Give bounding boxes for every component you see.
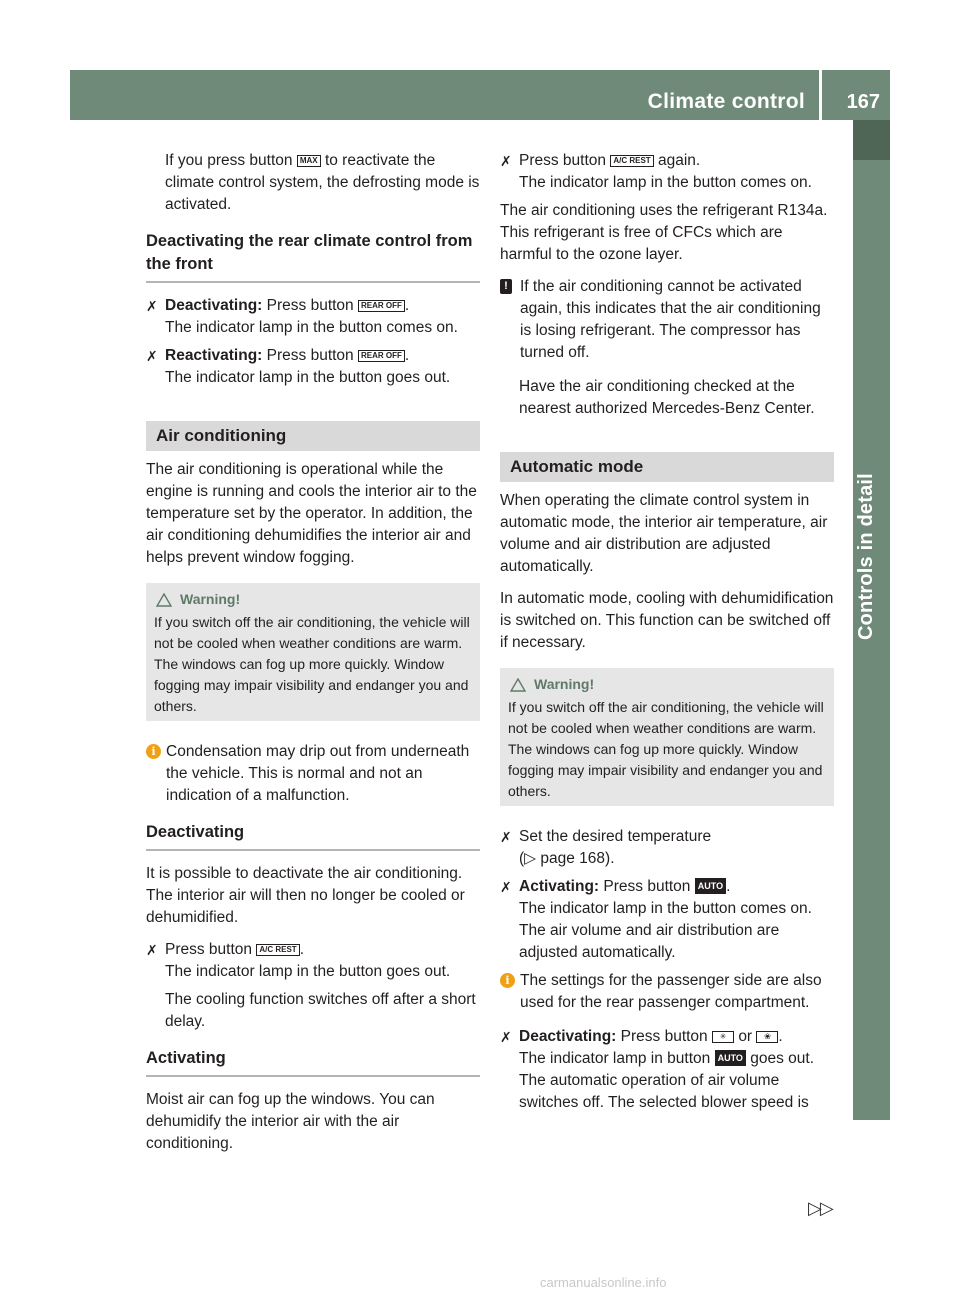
automatic-mode-section: Automatic mode <box>500 452 834 482</box>
step-deactivating-auto: ✗ Deactivating: Press button ✳ or ❀ . The indicator lamp in button AUTO goes out. The automatic operation of air volume switches off. The selected blower speed is <box>500 1028 815 1111</box>
activating-heading: Activating <box>146 1047 480 1077</box>
step-set-temperature: ✗ Set the desired temperature (▷ page 168). <box>500 828 712 867</box>
side-tab-marker <box>853 120 890 160</box>
warning-body: If you switch off the air conditioning, the vehicle will not be cooled when weather conditions are warm. The windows can fog up more quickly. Window fogging may impair visibility and endanger you and others. <box>508 699 824 799</box>
deactivating-result2: The cooling function switches off after a short delay. <box>165 991 476 1030</box>
caution-note-2: Have the air conditioning checked at the nearest authorized Mercedes-Benz Center. <box>519 378 815 417</box>
caution-icon: ! <box>500 279 512 294</box>
continued-arrow-icon: ▷▷ <box>808 1198 832 1218</box>
rear-off-button-icon: REAR OFF <box>358 300 405 312</box>
rear-off-button-icon: REAR OFF <box>358 350 405 362</box>
step-arrow-icon: ✗ <box>146 348 158 364</box>
fan-high-button-icon: ❀ <box>756 1031 778 1043</box>
warning-triangle-icon <box>156 593 172 607</box>
step-press-ac-again: ✗ Press button A/C REST again. The indicator lamp in the button comes on. <box>500 152 812 191</box>
fan-low-button-icon: ✳ <box>712 1031 734 1043</box>
step-activating-auto: ✗ Activating: Press button AUTO . The indicator lamp in the button comes on. The air volume and air distribution are adjusted automatically. <box>500 878 812 961</box>
page-number: 167 <box>846 91 880 113</box>
deactivating-heading: Deactivating <box>146 821 480 851</box>
warning-triangle-icon <box>510 678 526 692</box>
step-arrow-icon: ✗ <box>500 153 512 169</box>
header-bar <box>70 70 890 120</box>
activating-body: Moist air can fog up the windows. You can dehumidify the interior air with the air conditioning. <box>146 1091 435 1152</box>
max-defrost-button-icon: MAX <box>297 155 321 167</box>
warning-box <box>146 583 480 721</box>
step-arrow-icon: ✗ <box>500 829 512 845</box>
deactivating-body: It is possible to deactivate the air conditioning. The interior air will then no longer be cooled or dehumidified. <box>146 865 465 926</box>
side-tab-label: Controls in detail <box>855 473 877 640</box>
step-arrow-icon: ✗ <box>500 1029 512 1045</box>
step-press-ac: ✗ Press button A/C REST . The indicator lamp in the button goes out. <box>146 941 451 980</box>
step-arrow-icon: ✗ <box>146 298 158 314</box>
auto-button-icon: AUTO <box>695 878 726 894</box>
section-title: Climate control <box>648 70 822 120</box>
ac-button-icon: A/C REST <box>610 155 653 167</box>
refrigerant-paragraph: The air conditioning uses the refrigerant R134a. This refrigerant is free of CFCs which are harmful to the ozone layer. <box>500 202 828 263</box>
step-arrow-icon: ✗ <box>146 942 158 958</box>
left-column <box>146 150 480 1165</box>
warning-title: Warning! <box>508 674 826 695</box>
note-passenger: i The settings for the passenger side are also used for the rear passenger compartment. <box>500 970 834 1014</box>
right-column <box>500 150 834 1120</box>
step-arrow-icon: ✗ <box>500 879 512 895</box>
ac-body: The air conditioning is operational while the engine is running and cools the interior air to the temperature set by the operator. In addition, the air conditioning dehumidifies the interior air and helps prevent window fogging. <box>146 461 477 566</box>
auto-body-1: When operating the climate control system in automatic mode, the interior air temperature, air volume and air distribution are adjusted automatically. <box>500 492 828 575</box>
note-condensation: i Condensation may drip out from underneath the vehicle. This is normal and not an indication of a malfunction. <box>146 741 480 807</box>
step-deactivating-rear: ✗ Deactivating: Press button REAR OFF . The indicator lamp in the button comes on. <box>146 297 458 336</box>
auto-button-icon: AUTO <box>715 1050 746 1066</box>
air-conditioning-section: Air conditioning <box>146 421 480 451</box>
info-icon: i <box>146 744 161 759</box>
intro-paragraph: If you press button MAX to reactivate the climate control system, the defrosting mode is activated. <box>165 152 480 213</box>
warning-box <box>500 668 834 806</box>
auto-body-2: In automatic mode, cooling with dehumidification is switched on. This function can be switched off if necessary. <box>500 590 834 651</box>
page-reference: (▷ page 168). <box>519 850 615 867</box>
caution-note: ! If the air conditioning cannot be activated again, this indicates that the air conditioning is losing refrigerant. The compressor has turned off. <box>500 276 834 364</box>
step-reactivating-rear: ✗ Reactivating: Press button REAR OFF . The indicator lamp in the button goes out. <box>146 347 451 386</box>
warning-title: Warning! <box>154 589 472 610</box>
info-icon: i <box>500 973 515 988</box>
warning-body: If you switch off the air conditioning, the vehicle will not be cooled when weather conditions are warm. The windows can fog up more quickly. Window fogging may impair visibility and endanger you and others. <box>154 614 470 714</box>
deact-rear-heading: Deactivating the rear climate control from the front <box>146 230 480 283</box>
side-tab <box>853 120 890 1120</box>
watermark: carmanualsonline.info <box>540 1275 667 1290</box>
ac-button-icon: A/C REST <box>256 944 299 956</box>
